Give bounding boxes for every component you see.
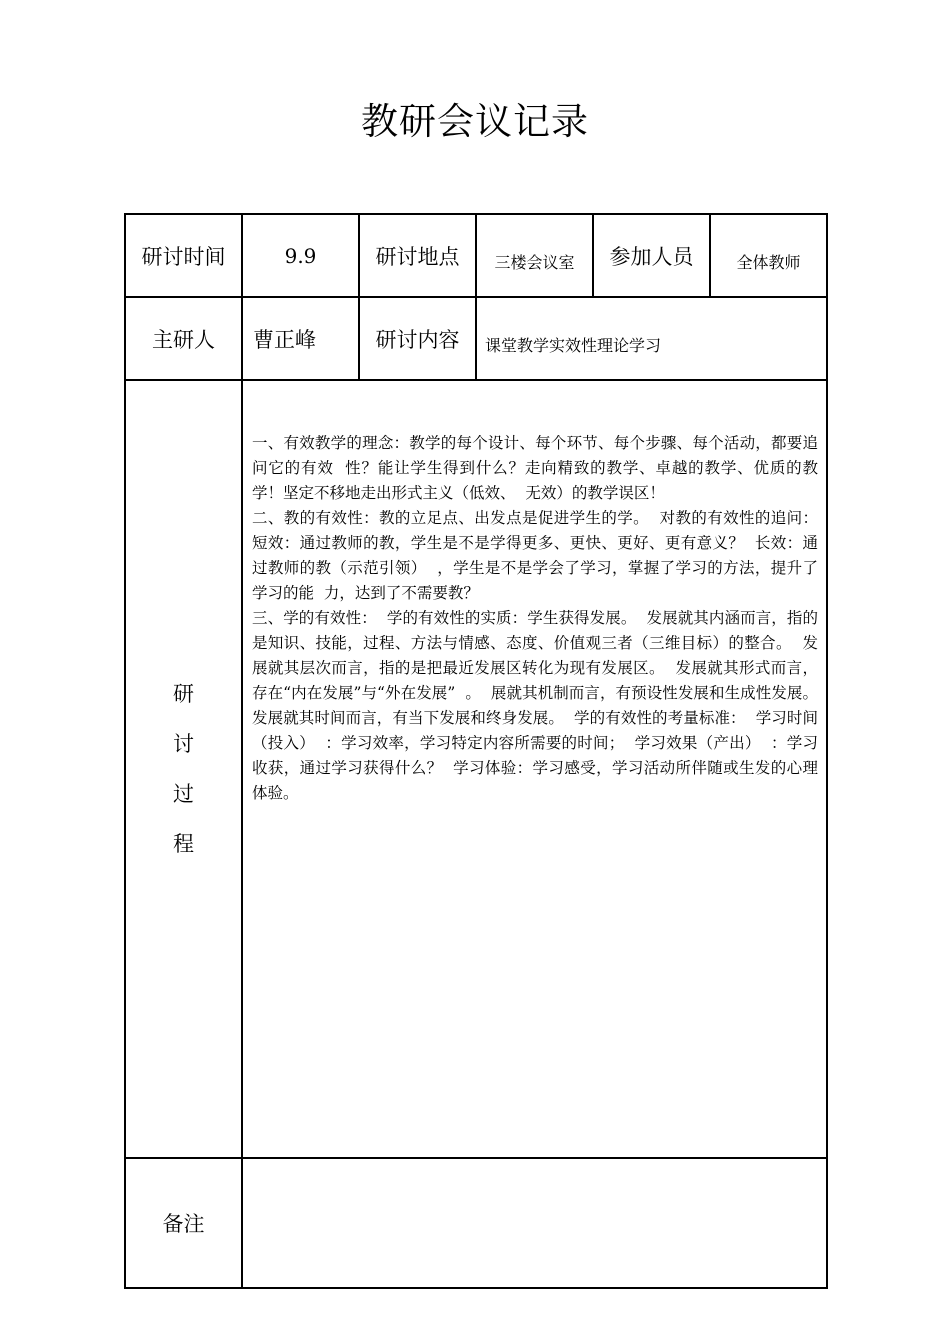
remarks-label: 备注 — [125, 1158, 242, 1288]
location-label: 研讨地点 — [359, 214, 476, 297]
meeting-record-table — [124, 213, 828, 1289]
remarks-value — [242, 1158, 827, 1288]
location-value: 三楼会议室 — [476, 214, 593, 297]
time-value: 9.9 — [242, 214, 359, 297]
row-time-location — [125, 214, 827, 297]
time-label: 研讨时间 — [125, 214, 242, 297]
process-label-char: 程 — [173, 832, 194, 856]
process-text: 一、有效教学的理念：教学的每个设计、每个环节、每个步骤、每个活动，都要追问它的有效 性？能让学生得到什么？走向精致的教学、卓越的教学、优质的教学！坚定不移地走出形式主义（低效、 无效）的教学误区！ 二、教的有效性：教的立足点、出发点是促进学生的学。 对教的有效性的追问： 短效：通过教师的教，学生是不是学得更多、更快、更好、更有意义？ 长效：通过教师的教（示范引领） ，学生是不是学会了学习，掌握了学习的方法，提升了学习的能 力，达到了不需要教？ 三、学的有效性： 学的有效性的实质：学生获得发展。 发展就其内涵而言，指的是知识、技能，过程、方法与情感、态度、价值观三者（三维目标）的整合。 发展就其层次而言，指的是把最近发展区转化为现有发展区。 发展就其形式而言，存在“内在发展”与“外在发展” 。 展就其机制而言，有预设性发展和生成性发展。 发展就其时间而言，有当下发展和终身发展。 学的有效性的考量标准： 学习时间（投入） ：学习效率，学习特定内容所需要的时间； 学习效果（产出） ：学习收获，通过学习获得什么？ 学习体验：学习感受，学习活动所伴随或生发的心理体验。 — [252, 434, 818, 802]
host-label: 主研人 — [125, 297, 242, 380]
process-label-char: 研 — [173, 682, 194, 706]
host-value: 曹正峰 — [242, 297, 359, 380]
participants-label: 参加人员 — [593, 214, 710, 297]
content-label: 研讨内容 — [359, 297, 476, 380]
process-label-char: 过 — [173, 782, 194, 806]
row-process — [125, 380, 827, 1158]
process-content-cell — [242, 380, 827, 1158]
participants-value: 全体教师 — [710, 214, 827, 297]
row-host-content — [125, 297, 827, 380]
process-label — [125, 380, 242, 1158]
document-title: 教研会议记录 — [361, 100, 589, 143]
row-remarks — [125, 1158, 827, 1288]
content-value: 课堂教学实效性理论学习 — [476, 297, 827, 380]
process-label-char: 讨 — [173, 732, 194, 756]
